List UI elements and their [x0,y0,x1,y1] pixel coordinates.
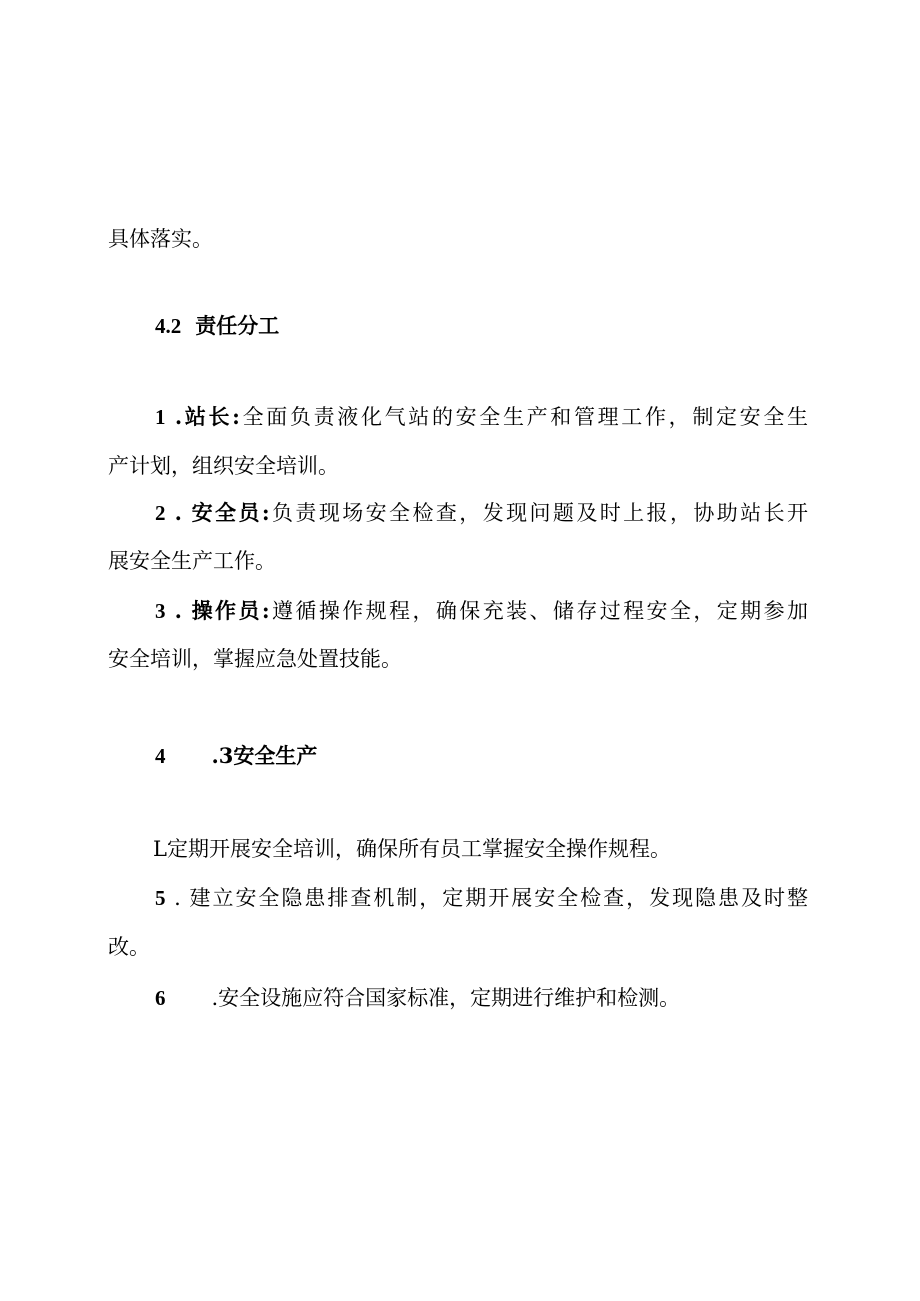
item-text-continued: 展安全生产工作。 [108,549,276,573]
item-text-continued: 产计划，组织安全培训。 [108,454,339,478]
section-heading-4-3 [155,741,317,771]
item-number: 5 [155,886,166,910]
list-item-l [153,834,808,864]
list-item-2-line-2 [108,546,808,576]
list-item-2-line-1 [155,498,808,528]
section-title: .3安全生产 [211,743,318,768]
item-text-continued: 改。 [108,935,150,959]
list-item-3-line-1 [155,596,808,626]
list-item-5-line-1 [155,883,808,913]
list-item-3-line-2 [108,644,808,674]
continuation-text-content: 具体落实。 [108,227,213,251]
item-text: 负责现场安全检查，发现问题及时上报，协助站长开 [269,501,809,525]
section-heading-4-2 [155,311,279,341]
continuation-text [108,224,808,254]
list-item-1-line-2 [108,451,808,481]
section-number: 4.2 [155,314,182,338]
list-item-1-line-1 [155,402,808,432]
item-text: 定期开展安全培训，确保所有员工掌握安全操作规程。 [166,837,671,861]
item-number: 6 [155,986,166,1010]
item-number: 1 [155,405,166,429]
item-text: 遵循操作规程，确保充装、储存过程安全，定期参加 [269,599,809,623]
list-item-6 [155,983,808,1013]
item-text-continued: 安全培训，掌握应急处置技能。 [108,647,402,671]
section-number: 4 [155,744,166,768]
item-number: 3 [155,599,166,623]
item-role: .站长: [174,404,240,429]
item-number: L [153,837,167,861]
item-number: 2 [155,501,166,525]
list-item-5-line-2 [108,932,808,962]
section-title: 责任分工 [195,313,280,338]
item-role: . 安全员: [174,500,270,525]
item-text: . 建立安全隐患排查机制，定期开展安全检查，发现隐患及时整 [174,886,808,910]
item-role: . 操作员: [174,598,270,623]
item-text: .安全设施应符合国家标准，定期进行维护和检测。 [211,986,681,1010]
item-text: 全面负责液化气站的安全生产和管理工作，制定安全生 [239,405,808,429]
